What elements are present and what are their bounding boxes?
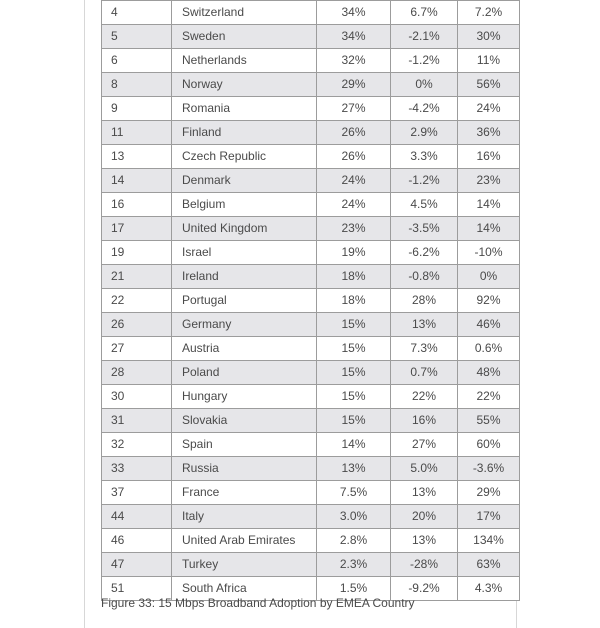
broadband-adoption-table	[101, 0, 520, 601]
yoy-change-cell: 22%	[458, 385, 520, 409]
yoy-change-cell: 4.3%	[458, 577, 520, 601]
yoy-change-cell: 14%	[458, 217, 520, 241]
page-border-left	[84, 0, 85, 628]
adoption-cell: 18%	[317, 289, 391, 313]
yoy-change-cell: -10%	[458, 241, 520, 265]
adoption-cell: 24%	[317, 193, 391, 217]
adoption-cell: 2.8%	[317, 529, 391, 553]
rank-cell: 46	[102, 529, 172, 553]
rank-cell: 37	[102, 481, 172, 505]
yoy-change-cell: 46%	[458, 313, 520, 337]
yoy-change-cell: 24%	[458, 97, 520, 121]
adoption-cell: 32%	[317, 49, 391, 73]
yoy-change-cell: 29%	[458, 481, 520, 505]
adoption-cell: 2.3%	[317, 553, 391, 577]
rank-cell: 47	[102, 553, 172, 577]
country-cell: Italy	[172, 505, 317, 529]
qoq-change-cell: -2.1%	[391, 25, 458, 49]
country-cell: Slovakia	[172, 409, 317, 433]
adoption-cell: 15%	[317, 361, 391, 385]
table-row	[102, 25, 520, 49]
yoy-change-cell: 16%	[458, 145, 520, 169]
qoq-change-cell: 27%	[391, 433, 458, 457]
rank-cell: 22	[102, 289, 172, 313]
country-cell: Hungary	[172, 385, 317, 409]
qoq-change-cell: 6.7%	[391, 1, 458, 25]
table-row	[102, 217, 520, 241]
country-cell: Turkey	[172, 553, 317, 577]
adoption-cell: 27%	[317, 97, 391, 121]
rank-cell: 26	[102, 313, 172, 337]
table-row	[102, 121, 520, 145]
table-row	[102, 97, 520, 121]
yoy-change-cell: 0.6%	[458, 337, 520, 361]
adoption-cell: 34%	[317, 25, 391, 49]
country-cell: Switzerland	[172, 1, 317, 25]
yoy-change-cell: 0%	[458, 265, 520, 289]
country-cell: Israel	[172, 241, 317, 265]
table-row	[102, 1, 520, 25]
table-row	[102, 481, 520, 505]
qoq-change-cell: 0.7%	[391, 361, 458, 385]
adoption-cell: 13%	[317, 457, 391, 481]
yoy-change-cell: 60%	[458, 433, 520, 457]
qoq-change-cell: 13%	[391, 313, 458, 337]
rank-cell: 21	[102, 265, 172, 289]
rank-cell: 27	[102, 337, 172, 361]
table-row	[102, 145, 520, 169]
country-cell: Netherlands	[172, 49, 317, 73]
table-row	[102, 241, 520, 265]
rank-cell: 51	[102, 577, 172, 601]
yoy-change-cell: 56%	[458, 73, 520, 97]
adoption-cell: 29%	[317, 73, 391, 97]
table-row	[102, 529, 520, 553]
rank-cell: 33	[102, 457, 172, 481]
adoption-cell: 14%	[317, 433, 391, 457]
table-row	[102, 505, 520, 529]
table-row	[102, 409, 520, 433]
table-row	[102, 265, 520, 289]
country-cell: Denmark	[172, 169, 317, 193]
adoption-cell: 24%	[317, 169, 391, 193]
yoy-change-cell: 134%	[458, 529, 520, 553]
country-cell: United Arab Emirates	[172, 529, 317, 553]
country-cell: Russia	[172, 457, 317, 481]
qoq-change-cell: 7.3%	[391, 337, 458, 361]
country-cell: Romania	[172, 97, 317, 121]
adoption-cell: 3.0%	[317, 505, 391, 529]
qoq-change-cell: 13%	[391, 481, 458, 505]
country-cell: Austria	[172, 337, 317, 361]
qoq-change-cell: 2.9%	[391, 121, 458, 145]
figure-caption: Figure 33: 15 Mbps Broadband Adoption by EMEA Country	[101, 596, 415, 610]
qoq-change-cell: -1.2%	[391, 49, 458, 73]
table-body	[102, 1, 520, 601]
country-cell: Sweden	[172, 25, 317, 49]
qoq-change-cell: 22%	[391, 385, 458, 409]
adoption-cell: 34%	[317, 1, 391, 25]
country-cell: United Kingdom	[172, 217, 317, 241]
country-cell: Finland	[172, 121, 317, 145]
yoy-change-cell: 14%	[458, 193, 520, 217]
adoption-cell: 18%	[317, 265, 391, 289]
yoy-change-cell: 7.2%	[458, 1, 520, 25]
qoq-change-cell: -0.8%	[391, 265, 458, 289]
country-cell: Portugal	[172, 289, 317, 313]
qoq-change-cell: -1.2%	[391, 169, 458, 193]
qoq-change-cell: -28%	[391, 553, 458, 577]
rank-cell: 32	[102, 433, 172, 457]
yoy-change-cell: 36%	[458, 121, 520, 145]
country-cell: Norway	[172, 73, 317, 97]
yoy-change-cell: 48%	[458, 361, 520, 385]
rank-cell: 5	[102, 25, 172, 49]
table-row	[102, 337, 520, 361]
table-row	[102, 385, 520, 409]
country-cell: Spain	[172, 433, 317, 457]
qoq-change-cell: 5.0%	[391, 457, 458, 481]
rank-cell: 19	[102, 241, 172, 265]
table-row	[102, 553, 520, 577]
qoq-change-cell: -9.2%	[391, 577, 458, 601]
qoq-change-cell: 20%	[391, 505, 458, 529]
rank-cell: 30	[102, 385, 172, 409]
rank-cell: 17	[102, 217, 172, 241]
table-row	[102, 361, 520, 385]
table-row	[102, 313, 520, 337]
rank-cell: 28	[102, 361, 172, 385]
table-row	[102, 169, 520, 193]
qoq-change-cell: 4.5%	[391, 193, 458, 217]
rank-cell: 8	[102, 73, 172, 97]
yoy-change-cell: -3.6%	[458, 457, 520, 481]
rank-cell: 6	[102, 49, 172, 73]
adoption-cell: 26%	[317, 145, 391, 169]
adoption-cell: 26%	[317, 121, 391, 145]
qoq-change-cell: -4.2%	[391, 97, 458, 121]
country-cell: Czech Republic	[172, 145, 317, 169]
qoq-change-cell: -3.5%	[391, 217, 458, 241]
rank-cell: 9	[102, 97, 172, 121]
rank-cell: 14	[102, 169, 172, 193]
adoption-cell: 7.5%	[317, 481, 391, 505]
table-row	[102, 73, 520, 97]
rank-cell: 16	[102, 193, 172, 217]
adoption-cell: 15%	[317, 409, 391, 433]
adoption-cell: 1.5%	[317, 577, 391, 601]
yoy-change-cell: 30%	[458, 25, 520, 49]
table-row	[102, 457, 520, 481]
rank-cell: 31	[102, 409, 172, 433]
qoq-change-cell: -6.2%	[391, 241, 458, 265]
qoq-change-cell: 3.3%	[391, 145, 458, 169]
adoption-cell: 15%	[317, 337, 391, 361]
qoq-change-cell: 0%	[391, 73, 458, 97]
yoy-change-cell: 11%	[458, 49, 520, 73]
country-cell: Belgium	[172, 193, 317, 217]
yoy-change-cell: 63%	[458, 553, 520, 577]
table-row	[102, 193, 520, 217]
adoption-cell: 23%	[317, 217, 391, 241]
yoy-change-cell: 23%	[458, 169, 520, 193]
country-cell: Poland	[172, 361, 317, 385]
qoq-change-cell: 16%	[391, 409, 458, 433]
country-cell: France	[172, 481, 317, 505]
country-cell: South Africa	[172, 577, 317, 601]
adoption-cell: 15%	[317, 313, 391, 337]
yoy-change-cell: 55%	[458, 409, 520, 433]
qoq-change-cell: 13%	[391, 529, 458, 553]
table-row	[102, 49, 520, 73]
yoy-change-cell: 92%	[458, 289, 520, 313]
qoq-change-cell: 28%	[391, 289, 458, 313]
country-cell: Germany	[172, 313, 317, 337]
adoption-cell: 15%	[317, 385, 391, 409]
rank-cell: 11	[102, 121, 172, 145]
rank-cell: 44	[102, 505, 172, 529]
adoption-cell: 19%	[317, 241, 391, 265]
table-row	[102, 433, 520, 457]
rank-cell: 13	[102, 145, 172, 169]
yoy-change-cell: 17%	[458, 505, 520, 529]
table-row	[102, 289, 520, 313]
rank-cell: 4	[102, 1, 172, 25]
country-cell: Ireland	[172, 265, 317, 289]
